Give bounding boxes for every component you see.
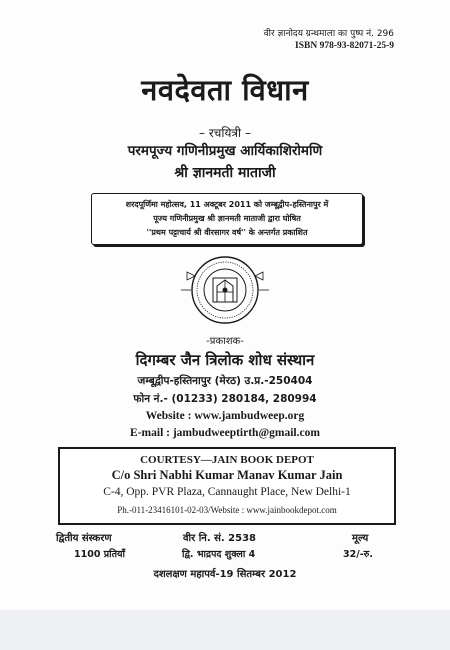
copies: 1100 प्रतियाँ — [74, 549, 125, 560]
courtesy-address: C-4, Opp. PVR Plaza, Cannaught Place, New Delhi-1 — [103, 486, 351, 498]
courtesy-heading: COURTESY—JAIN BOOK DEPOT — [140, 454, 314, 466]
publisher-name: दिगम्बर जैन त्रिलोक शोध संस्थान — [135, 351, 315, 369]
publisher-email: E-mail : jambudweeptirth@gmail.com — [130, 427, 320, 439]
occasion-box — [91, 193, 363, 245]
author-name: श्री ज्ञानमती माताजी — [174, 165, 276, 181]
courtesy-box — [58, 447, 396, 525]
publisher-phone: फोन नं.- (01233) 280184, 280994 — [133, 393, 317, 405]
publisher-website: Website : www.jambudweep.org — [145, 410, 305, 422]
book-title: नवदेवता विधान — [141, 73, 309, 107]
occasion-line-3: ''प्रथम पट्टाचार्य श्री वीरसागर वर्ष'' के अन्तर्गत प्रकाशित — [146, 228, 308, 237]
edition: द्वितीय संस्करण — [56, 533, 112, 544]
isbn: ISBN 978-93-82071-25-9 — [295, 41, 394, 51]
vir-era-date: वीर नि. सं. 2538 — [183, 533, 257, 544]
price-label: मूल्य — [352, 533, 369, 544]
hindu-calendar-date: द्वि. भाद्रपद शुक्ला 4 — [182, 549, 256, 560]
series-number: वीर ज्ञानोदय ग्रन्थमाला का पुष्प नं. 296 — [263, 29, 394, 39]
publisher-label: -प्रकाशक- — [206, 336, 244, 347]
occasion-line-2: पूज्य गणिनीप्रमुख श्री ज्ञानमती माताजी द्वारा घोषित — [153, 214, 301, 223]
occasion-line-1: शरदपूर्णिमा महोत्सव, 11 अक्टूबर 2011 को जम्बूद्वीप-हस्तिनापुर में — [125, 200, 329, 209]
author-label: – रचयित्री – — [199, 126, 251, 140]
festival-date: दशलक्षण महापर्व-19 सितम्बर 2012 — [153, 569, 297, 580]
page-bottom-margin — [0, 610, 450, 650]
price: 32/-रु. — [343, 549, 373, 560]
author-honorific: परमपूज्य गणिनीप्रमुख आर्यिकाशिरोमणि — [127, 143, 323, 159]
courtesy-phone-web: Ph.-011-23416101-02-03/Website : www.jainbookdepot.com — [117, 505, 337, 515]
publisher-address: जम्बूद्वीप-हस्तिनापुर (मेरठ) उ.प्र.-250404 — [137, 375, 313, 387]
courtesy-contact: C/o Shri Nabhi Kumar Manav Kumar Jain — [111, 468, 343, 482]
publisher-emblem — [179, 254, 271, 326]
